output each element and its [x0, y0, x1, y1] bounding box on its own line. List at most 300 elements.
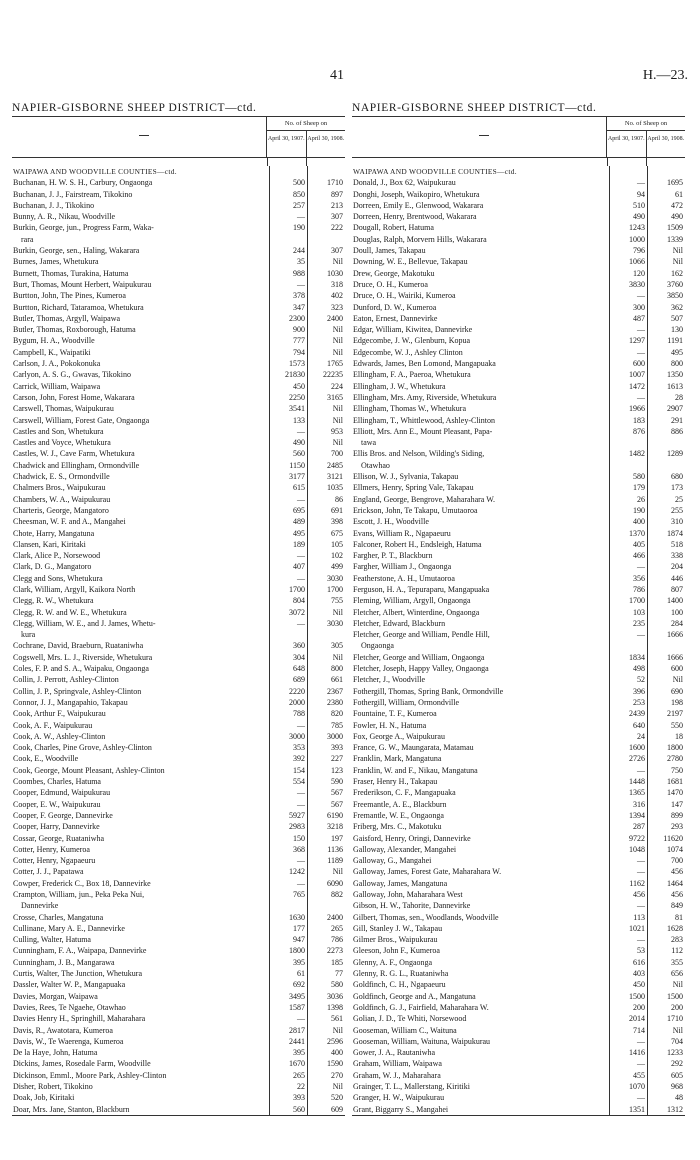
sheep-1907-value: 580 — [609, 471, 647, 482]
sheep-1907-value — [609, 437, 647, 448]
sheep-1907-value: 850 — [269, 189, 307, 200]
sheep-1908-value: 800 — [307, 663, 345, 674]
sheep-1907-value: 26 — [609, 494, 647, 505]
table-row — [12, 245, 345, 256]
table-row — [12, 448, 345, 459]
owner-name: Dunford, D. W., Kumeroa — [353, 302, 437, 312]
owner-name: Cunningham, J. B., Mangarawa — [13, 957, 115, 967]
sheep-1908-value: Nil — [647, 256, 685, 267]
sheep-1907-value: 695 — [269, 505, 307, 516]
sheep-1908-value: 197 — [307, 833, 345, 844]
sheep-1907-value: 3000 — [269, 731, 307, 742]
table-header — [12, 116, 345, 158]
sheep-1908-value: 3036 — [307, 991, 345, 1002]
table-row — [12, 889, 345, 900]
table-row — [12, 708, 345, 719]
sheep-1907-value — [269, 629, 307, 640]
sheep-1907-value: 1150 — [269, 460, 307, 471]
sheep-1908-value: 1400 — [647, 595, 685, 606]
section-heading-row — [352, 166, 685, 177]
owner-name: Gill, Stanley J. W., Takapau — [353, 923, 443, 933]
sheep-1907-value: 2726 — [609, 753, 647, 764]
owner-name: Davies, Morgan, Waipawa — [13, 991, 98, 1001]
owner-name: Gooseman, William, Waituna, Waipukurau — [353, 1036, 491, 1046]
owner-name: Coles, F. P. and S. A., Waipaku, Ongaonga — [13, 664, 149, 674]
owner-name: Collin, J. P., Springvale, Ashley-Clinton — [13, 686, 142, 696]
owner-name: Fothergill, Thomas, Spring Bank, Ormondville — [353, 686, 504, 696]
owner-name: Castles and Son, Whetukura — [13, 426, 104, 436]
table-row-continuation — [12, 900, 345, 911]
sheep-1907-value: 1242 — [269, 866, 307, 877]
sheep-1907-value: 52 — [609, 674, 647, 685]
sheep-1907-value: — — [269, 1013, 307, 1024]
table-row — [352, 674, 685, 685]
owner-name: Gleeson, John F., Kumeroa — [353, 946, 440, 956]
owner-name: England, George, Bengrove, Maharahara W. — [353, 494, 496, 504]
owner-name: Granger, H. W., Waipukurau — [353, 1093, 445, 1103]
table-row — [12, 505, 345, 516]
sheep-1908-value: 691 — [307, 505, 345, 516]
owner-name: Dickins, James, Rosedale Farm, Woodville — [13, 1059, 151, 1069]
owner-name: Cotter, Henry, Kumeroa — [13, 844, 90, 854]
owner-name: Clegg and Sons, Whetukura — [13, 573, 103, 583]
sheep-1908-value: 456 — [647, 889, 685, 900]
sheep-1907-value: 103 — [609, 607, 647, 618]
sheep-1907-value: 368 — [269, 844, 307, 855]
sheep-1907-value: 1021 — [609, 923, 647, 934]
sheep-1907-value: 253 — [609, 697, 647, 708]
owner-name: Gaisford, Henry, Oringi, Dannevirke — [353, 833, 471, 843]
owner-name: Erickson, John, Te Takapu, Umutaoroa — [353, 505, 478, 515]
sheep-1908-value: 11620 — [647, 833, 685, 844]
sheep-1908-value: 897 — [307, 189, 345, 200]
sheep-1907-value: 150 — [269, 833, 307, 844]
table-row — [352, 833, 685, 844]
table-row — [12, 663, 345, 674]
sheep-1907-value: 1365 — [609, 787, 647, 798]
sheep-1907-value: — — [609, 900, 647, 911]
sheep-1907-value: 378 — [269, 290, 307, 301]
sheep-1908-value: Nil — [307, 403, 345, 414]
table-row — [12, 833, 345, 844]
right-column — [352, 100, 685, 1116]
sheep-1908-value: 1509 — [647, 222, 685, 233]
table-row-continuation — [352, 640, 685, 651]
sheep-1907-value: 3830 — [609, 279, 647, 290]
sheep-1907-value: — — [609, 866, 647, 877]
table-row — [12, 211, 345, 222]
sheep-1908-value: 1136 — [307, 844, 345, 855]
owner-name: Elliott, Mrs. Ann E., Mount Pleasant, Papa- — [353, 426, 493, 436]
owner-name: Galloway, G., Mangahei — [353, 856, 432, 866]
table-row — [352, 595, 685, 606]
sheep-1908-value: 2400 — [307, 912, 345, 923]
sheep-1907-value: 1670 — [269, 1058, 307, 1069]
sheep-1907-value: 177 — [269, 923, 307, 934]
table-row — [12, 177, 345, 188]
owner-name: rara — [21, 234, 34, 244]
sheep-1908-value: 1289 — [647, 448, 685, 459]
sheep-1908-value: 2273 — [307, 945, 345, 956]
sheep-1908-value: 1613 — [647, 381, 685, 392]
sheep-1908-value: 968 — [647, 1081, 685, 1092]
sheep-1908-value: 227 — [307, 753, 345, 764]
table-row — [352, 177, 685, 188]
table-row — [352, 889, 685, 900]
owner-name: Bunny, A. R., Nikau, Woodville — [13, 212, 116, 222]
table-row — [352, 290, 685, 301]
owner-name: Friberg, Mrs. C., Makotuku — [353, 822, 442, 832]
sheep-1908-value: 567 — [307, 799, 345, 810]
sheep-1908-value: 1695 — [647, 177, 685, 188]
table-row — [12, 528, 345, 539]
table-row — [352, 324, 685, 335]
sheep-1907-value: — — [609, 1036, 647, 1047]
owner-name: Clegg, R. W., Whetukura — [13, 596, 94, 606]
owner-name: Gower, J. A., Rautaniwha — [353, 1048, 436, 1058]
table-header — [352, 116, 685, 158]
table-row — [352, 494, 685, 505]
sheep-1908-value: 518 — [647, 539, 685, 550]
sheep-1908-value: Nil — [307, 1025, 345, 1036]
sheep-1907-value: 648 — [269, 663, 307, 674]
owner-name: Dorreen, Emily E., Glenwood, Wakarara — [353, 200, 484, 210]
table-row — [12, 640, 345, 651]
table-row — [12, 222, 345, 233]
owner-name: Fremantle, W. E., Ongaonga — [353, 810, 444, 820]
sheep-1908-value: 1666 — [647, 652, 685, 663]
sheep-1908-value: 393 — [307, 742, 345, 753]
sheep-1908-value: 204 — [647, 561, 685, 572]
table-row — [12, 584, 345, 595]
table-row — [12, 1081, 345, 1092]
table-row — [12, 256, 345, 267]
sheep-1907-value: 395 — [269, 1047, 307, 1058]
table-row — [352, 381, 685, 392]
sheep-1908-value: 1035 — [307, 482, 345, 493]
owner-name: Bygum, H. A., Woodville — [13, 336, 95, 346]
owner-name: Chambers, W. A., Waipukurau — [13, 494, 111, 504]
table-row — [12, 810, 345, 821]
owner-name: Edwards, James, Ben Lomond, Mangapuaka — [353, 359, 496, 369]
sheep-1907-value: 403 — [609, 968, 647, 979]
owner-name: Dorreen, Henry, Brentwood, Wakarara — [353, 212, 477, 222]
sheep-1908-value: 6090 — [307, 878, 345, 889]
owner-name: Cotter, J. J., Papatawa — [13, 867, 84, 877]
sheep-1907-value — [609, 166, 647, 177]
owner-name: Galloway, James, Forest Gate, Maharahara W. — [353, 867, 502, 877]
owner-name: Goldfinch, G. J., Fairfield, Maharahara W. — [353, 1002, 489, 1012]
owner-name: Cunningham, F. A., Waipapa, Dannevirke — [13, 946, 147, 956]
table-row — [352, 934, 685, 945]
table-row — [352, 912, 685, 923]
owner-name: Galloway, Alexander, Mangahei — [353, 844, 457, 854]
sheep-1907-value: 316 — [609, 799, 647, 810]
owner-name: Fletcher, Edward, Blackburn — [353, 618, 446, 628]
sheep-1907-value: 900 — [269, 324, 307, 335]
sheep-1908-value: 807 — [647, 584, 685, 595]
owner-name: Fletcher, J., Woodville — [353, 675, 425, 685]
sheep-1908-value: 1800 — [647, 742, 685, 753]
sheep-1907-value: 615 — [269, 482, 307, 493]
table-row — [352, 742, 685, 753]
owner-name: tawa — [361, 438, 377, 448]
sheep-1907-value: 490 — [609, 211, 647, 222]
sheep-1908-value — [307, 900, 345, 911]
owner-name: Ellmers, Henry, Spring Vale, Takapau — [353, 483, 474, 493]
table-row — [12, 934, 345, 945]
owner-name: Collin, J. Perrott, Ashley-Clinton — [13, 675, 119, 685]
owner-name: Davies, Rees, Te Ngaehe, Otawhao — [13, 1002, 126, 1012]
sheep-1907-value: 1600 — [609, 742, 647, 753]
owner-name: Graham, William, Waipawa — [353, 1059, 442, 1069]
sheep-1907-value: 2817 — [269, 1025, 307, 1036]
table-row — [12, 313, 345, 324]
sheep-1908-value: 398 — [307, 516, 345, 527]
owner-name: Galloway, John, Maharahara West — [353, 890, 463, 899]
sheep-1907-value: 1394 — [609, 810, 647, 821]
table-row — [352, 708, 685, 719]
sheep-1907-value: 1700 — [609, 595, 647, 606]
sheep-count-group-label: No. of Sheep on — [267, 117, 345, 131]
owner-name: Ellison, W. J., Sylvania, Takapau — [353, 472, 459, 482]
owner-name: Fletcher, George and William, Ongaonga — [353, 652, 485, 662]
table-row — [12, 731, 345, 742]
sheep-1907-value: — — [269, 799, 307, 810]
owner-name: Eaton, Ernest, Dannevirke — [353, 313, 438, 323]
owner-name: Carson, John, Forest Home, Wakarara — [13, 392, 135, 402]
sheep-1908-value: 1628 — [647, 923, 685, 934]
sheep-1908-value: 292 — [647, 1058, 685, 1069]
sheep-1908-value: Nil — [307, 437, 345, 448]
owner-name: Burt, Thomas, Mount Herbert, Waipukurau — [13, 279, 152, 289]
table-row — [352, 426, 685, 437]
owner-name: Dickinson, Emml., Moore Park, Ashley-Clinton — [13, 1070, 167, 1080]
sheep-1908-value: 520 — [307, 1092, 345, 1103]
sheep-1907-value: 21830 — [269, 369, 307, 380]
sheep-1907-value: — — [269, 494, 307, 505]
sheep-1907-value: — — [269, 878, 307, 889]
col-1907-header: April 30, 1907. — [607, 136, 645, 142]
sheep-1908-value: 198 — [647, 697, 685, 708]
table-row — [12, 957, 345, 968]
table-row — [352, 471, 685, 482]
sheep-1908-value — [647, 460, 685, 471]
owner-name: Cooper, Edmund, Waipukurau — [13, 788, 111, 798]
sheep-1907-value: 244 — [269, 245, 307, 256]
table-row — [12, 403, 345, 414]
owner-name: Ellingham, Thomas W., Whetukura — [353, 404, 467, 414]
sheep-1908-value: Nil — [307, 256, 345, 267]
sheep-1908-value: 1312 — [647, 1104, 685, 1115]
sheep-1907-value: 560 — [269, 1104, 307, 1115]
owner-name: Gooseman, William C., Waituna — [353, 1025, 457, 1035]
owner-name: Fletcher, Joseph, Happy Valley, Ongaonga — [353, 664, 489, 674]
section-heading: WAIPAWA AND WOODVILLE COUNTIES—ctd. — [13, 167, 177, 176]
owner-name: Carswell, Thomas, Waipukurau — [13, 404, 114, 414]
table-row — [12, 923, 345, 934]
sheep-1907-value: 692 — [269, 979, 307, 990]
table-row — [352, 957, 685, 968]
table-row — [352, 607, 685, 618]
owner-name: Buchanan, J. J., Fairstream, Tikokino — [13, 189, 133, 199]
sheep-1908-value: 318 — [307, 279, 345, 290]
sheep-1908-value: 490 — [647, 211, 685, 222]
sheep-1907-value: 640 — [609, 720, 647, 731]
sheep-1907-value — [269, 900, 307, 911]
table-row — [352, 279, 685, 290]
table-row — [12, 369, 345, 380]
sheep-1908-value: 690 — [647, 686, 685, 697]
sheep-1907-value: 1297 — [609, 335, 647, 346]
sheep-1908-value: 446 — [647, 573, 685, 584]
sheep-1907-value: 22 — [269, 1081, 307, 1092]
sheep-1908-value: Nil — [647, 674, 685, 685]
table-row — [352, 482, 685, 493]
sheep-1908-value: 661 — [307, 674, 345, 685]
table-row — [12, 471, 345, 482]
table-row — [352, 991, 685, 1002]
sheep-1907-value: 300 — [609, 302, 647, 313]
sheep-1907-value: 804 — [269, 595, 307, 606]
sheep-1908-value: Nil — [307, 652, 345, 663]
sheep-1908-value: 147 — [647, 799, 685, 810]
sheep-1907-value: 61 — [269, 968, 307, 979]
sheep-1908-value: Nil — [307, 607, 345, 618]
owner-name: Edgar, William, Kiwitea, Dannevirke — [353, 325, 473, 335]
sheep-1908-value: 25 — [647, 494, 685, 505]
sheep-1908-value: 680 — [647, 471, 685, 482]
table-row — [12, 381, 345, 392]
table-row — [352, 268, 685, 279]
sheep-1908-value: Nil — [307, 1081, 345, 1092]
sheep-1908-value: 2596 — [307, 1036, 345, 1047]
table-row — [12, 697, 345, 708]
sheep-1907-value: — — [269, 855, 307, 866]
owner-name: Chadwick, E. S., Ormondville — [13, 472, 110, 482]
owner-name: kura — [21, 630, 36, 640]
owner-name: Burnett, Thomas, Turakina, Hatuma — [13, 268, 129, 278]
owner-name: Butler, Thomas, Roxborough, Hatuma — [13, 325, 136, 335]
sheep-1908-value: 567 — [307, 787, 345, 798]
sheep-1908-value: 605 — [647, 1070, 685, 1081]
owner-name: Fleming, William, Argyll, Ongaonga — [353, 596, 471, 606]
table-row — [12, 844, 345, 855]
sheep-1907-value: 287 — [609, 821, 647, 832]
owner-name: Carswell, William, Forest Gate, Ongaonga — [13, 415, 150, 425]
owner-name: Cook, A. F., Waipukurau — [13, 720, 93, 730]
sheep-1907-value: — — [269, 787, 307, 798]
sheep-1907-value: 498 — [609, 663, 647, 674]
owner-name: Castles and Voyce, Whetukura — [13, 438, 111, 448]
page-header — [0, 68, 700, 84]
owner-name: Douglas, Ralph, Morvern Hills, Wakarara — [353, 234, 487, 244]
sheep-1908-value: 785 — [307, 720, 345, 731]
sheep-1908-value: 3030 — [307, 573, 345, 584]
table-row — [12, 878, 345, 889]
owner-name: Cogswell, Mrs. L. J., Riverside, Whetukura — [13, 652, 153, 662]
table-row — [12, 674, 345, 685]
table-row — [12, 595, 345, 606]
sheep-1908-value: 400 — [307, 1047, 345, 1058]
sheep-1907-value: 356 — [609, 573, 647, 584]
sheep-1907-value: 3177 — [269, 471, 307, 482]
table-row — [12, 765, 345, 776]
sheep-1907-value: 455 — [609, 1070, 647, 1081]
sheep-1907-value: 183 — [609, 415, 647, 426]
sheep-1908-value: 495 — [647, 347, 685, 358]
table-row — [352, 1058, 685, 1069]
sheep-1907-value — [269, 166, 307, 177]
sheep-1908-value: 886 — [647, 426, 685, 437]
owner-name: Glenny, R. G. L., Ruataniwha — [353, 969, 449, 979]
table-row — [12, 290, 345, 301]
sheep-1907-value: — — [269, 618, 307, 629]
sheep-1907-value: 947 — [269, 934, 307, 945]
owner-name: Disher, Robert, Tikokino — [13, 1082, 93, 1092]
sheep-1907-value: 450 — [609, 979, 647, 990]
table-row — [12, 392, 345, 403]
owner-name: Ellingham, J. W., Whetukura — [353, 381, 446, 391]
table-row — [12, 573, 345, 584]
table-row — [352, 821, 685, 832]
sheep-1907-value: — — [609, 290, 647, 301]
sheep-1908-value: 293 — [647, 821, 685, 832]
sheep-1908-value — [307, 166, 345, 177]
sheep-1907-value: 796 — [609, 245, 647, 256]
sheep-1908-value: 86 — [307, 494, 345, 505]
table-row — [12, 1058, 345, 1069]
table-row — [352, 234, 685, 245]
owner-name: Golian, J. D., Te Whiti, Norsewood — [353, 1014, 467, 1024]
table-row — [352, 302, 685, 313]
owner-name: Ongaonga — [361, 641, 394, 651]
owner-name: Carlson, J. A., Pokokonuka — [13, 359, 101, 369]
table-row — [12, 335, 345, 346]
table-row — [352, 765, 685, 776]
table-row — [352, 686, 685, 697]
table-body — [352, 158, 685, 1116]
owner-name: Fowler, H. N., Hatuma — [353, 720, 427, 730]
sheep-1907-value: 466 — [609, 550, 647, 561]
sheep-1908-value: 265 — [307, 923, 345, 934]
owner-name: Carlyon, A. S. G., Gwavas, Tikokino — [13, 370, 132, 380]
table-row — [12, 482, 345, 493]
sheep-1908-value — [647, 437, 685, 448]
table-row — [352, 1013, 685, 1024]
sheep-1908-value: 310 — [647, 516, 685, 527]
owner-name: Cooper, F. George, Dannevirke — [13, 810, 113, 820]
table-row — [352, 900, 685, 911]
sheep-1907-value: 1070 — [609, 1081, 647, 1092]
owner-name: Davis, R., Awatotara, Kumeroa — [13, 1025, 113, 1035]
sheep-1908-value: 61 — [647, 189, 685, 200]
owner-name: Connor, J. J., Mangapahio, Takapau — [13, 697, 128, 707]
column-title: NAPIER-GISBORNE SHEEP DISTRICT—ctd. — [12, 102, 257, 114]
sheep-1908-value: 3000 — [307, 731, 345, 742]
table-row — [12, 1013, 345, 1024]
sheep-1908-value: 291 — [647, 415, 685, 426]
sheep-1907-value: 2300 — [269, 313, 307, 324]
table-row — [352, 652, 685, 663]
sheep-1907-value: 1800 — [269, 945, 307, 956]
sheep-1908-value: 284 — [647, 618, 685, 629]
sheep-1907-value: 1416 — [609, 1047, 647, 1058]
sheep-1908-value — [647, 640, 685, 651]
table-row — [352, 516, 685, 527]
sheep-1907-value: 487 — [609, 313, 647, 324]
sheep-1908-value: 882 — [307, 889, 345, 900]
